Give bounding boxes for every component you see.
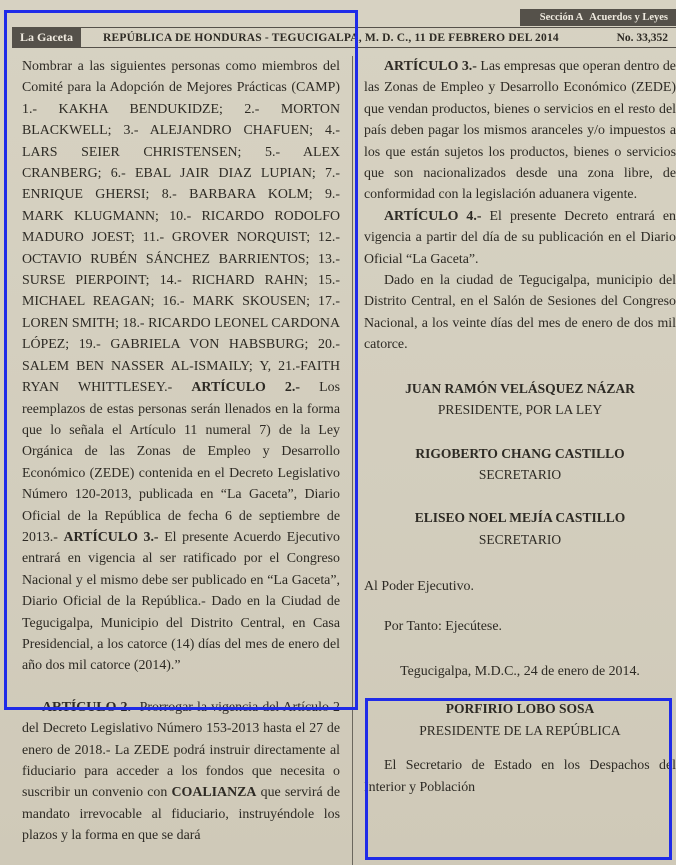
section-tab <box>520 9 676 26</box>
article-2-text: Los reemplazos de estas personas serán llenados en la forma que lo señala el Artículo 11 numeral 7) de la Ley Orgánica de las Zonas de Empleo y Desarrollo Económico (ZEDE) contenida en el Decreto Legislativo Número 120-2013, publicada en “La Gaceta”, Diario Oficial de la República de fecha 6 de septiembre de 2013.- <box>22 380 340 545</box>
right-article-4-label: ARTÍCULO 4.- <box>384 208 482 224</box>
right-article-3 <box>364 56 676 206</box>
section-title: Acuerdos y Leyes <box>589 12 668 23</box>
place-date: Tegucigalpa, M.D.C., 24 de enero de 2014. <box>400 663 640 679</box>
signatory-name: PORFIRIO LOBO SOSA <box>445 701 595 717</box>
coalianza-name: COALIANZA <box>171 785 257 801</box>
committee-text: Nombrar a las siguientes personas como miembros del Comité para la Adopción de Mejores Prácticas (CAMP) 1.- KAKHA BENDUKIDZE; 2.- MORTON BLACKWELL; 3.- ALEJANDRO CHAFUEN; 4.- LARS SEIER CHRISTENSEN; 5.- ALEX CRANBERG; 6.- EBAL JAIR DIAZ LUPIAN; 7.- ENRIQUE GHERSI; 8.- BARBARA KOLM; 9.- MARK KLUGMANN; 10.- RICARDO RODOLFO MADURO JOEST; 11.- GROVER NORQUIST; 12.- OCTAVIO RUBÉN SÁNCHEZ BARRIENTOS; 13.- SURSE PIERPOINT; 14.- RICHARD RAHN; 15.- MICHAEL REAGAN; 16.- MARK SKOUSEN; 17.- LOREN SMITH; 18.- RICARDO LEONEL CARDONA LÓPEZ; 19.- GABRIELA VON HABSBURG; 20.- SALEM BEN NASSER AL-ISMAILY; Y, 21.-FAITH RYAN WHITTLESEY.- <box>22 59 340 396</box>
right-article-3-label: ARTÍCULO 3.- <box>384 59 477 74</box>
issue-number: No. 33,352 <box>616 31 668 44</box>
signature-lobo <box>364 698 676 741</box>
por-tanto: Por Tanto: Ejecútese. <box>384 618 502 634</box>
left-column <box>22 56 340 847</box>
article-2b-label: ARTÍCULO 2.- <box>42 699 136 715</box>
gaceta-label: La Gaceta <box>12 28 81 47</box>
column-divider <box>352 56 353 865</box>
signatory-role: SECRETARIO <box>478 531 562 547</box>
article-2-label: ARTÍCULO 2.- <box>191 380 300 396</box>
signatory-name: ELISEO NOEL MEJÍA CASTILLO <box>414 510 626 526</box>
signature-chang <box>364 443 676 486</box>
signatory-name: JUAN RAMÓN VELÁSQUEZ NÁZAR <box>405 380 635 396</box>
right-article-4 <box>364 206 676 270</box>
right-column <box>364 56 676 798</box>
section-label: Sección A <box>539 12 584 23</box>
dado-paragraph: Dado en la ciudad de Tegucigalpa, municipio del Distrito Central, en el Salón de Sesiones del Congreso Nacional, a los veinte días del mes de enero de dos mil catorce. <box>364 273 676 353</box>
signature-velasquez <box>364 378 676 421</box>
signatory-role: PRESIDENTE DE LA REPÚBLICA <box>419 722 621 738</box>
header-republic-line: REPÚBLICA DE HONDURAS - TEGUCIGALPA, M. D. C., 11 DE FEBRERO DEL 2014 <box>103 31 559 44</box>
article-3-label: ARTÍCULO 3.- <box>63 529 159 545</box>
article-2b-text-a: Prorrogar la vigencia del Artículo 2 del Decreto Legislativo Número 153-2013 hasta el 27 de enero de 2018.- La ZEDE podrá instruir directamente al fiduciario para acceder a los fondos que necesita o suscribir un convenio con <box>22 699 340 801</box>
signatory-role: SECRETARIO <box>478 466 562 482</box>
article-2b-paragraph <box>22 697 340 847</box>
committee-paragraph <box>22 56 340 677</box>
article-2b-text-b: que servirá de mandato irrevocable al fiduciario, instruyéndole los plazos y la forma en que se dará <box>22 785 340 844</box>
page-header <box>12 27 676 48</box>
right-article-4-text: El presente Decreto entrará en vigencia a partir del día de su publicación en el Diario Oficial “La Gaceta”. <box>364 208 676 267</box>
signature-mejia <box>364 507 676 550</box>
signatory-role: PRESIDENTE, POR LA LEY <box>437 402 603 418</box>
right-article-3-text: Las empresas que operan dentro de las Zonas de Empleo y Desarrollo Económico (ZEDE) que vendan productos, bienes o servicios en el resto del país deben pagar los mismos aranceles y/o impuestos a los que están sujetos los productos, bienes o servicios que son nacionalizados desde una zona libre, de conformidad con la legislación aduanera vigente. <box>364 59 676 203</box>
al-poder-ejecutivo: Al Poder Ejecutivo. <box>364 579 474 595</box>
secretario-line: El Secretario de Estado en los Despachos del Interior y Población <box>364 758 676 795</box>
article-3-text: El presente Acuerdo Ejecutivo entrará en vigencia al ser ratificado por el Congreso Nacional y el mismo debe ser publicado en “La Gaceta”, Diario Oficial de la República.- Dado en la Ciudad de Tegucigalpa, Municipio del Distrito Central, en Casa Presidencial, a los catorce (14) días del mes de enero del año dos mil catorce (2014).” <box>22 529 340 674</box>
signatory-name: RIGOBERTO CHANG CASTILLO <box>415 445 625 461</box>
